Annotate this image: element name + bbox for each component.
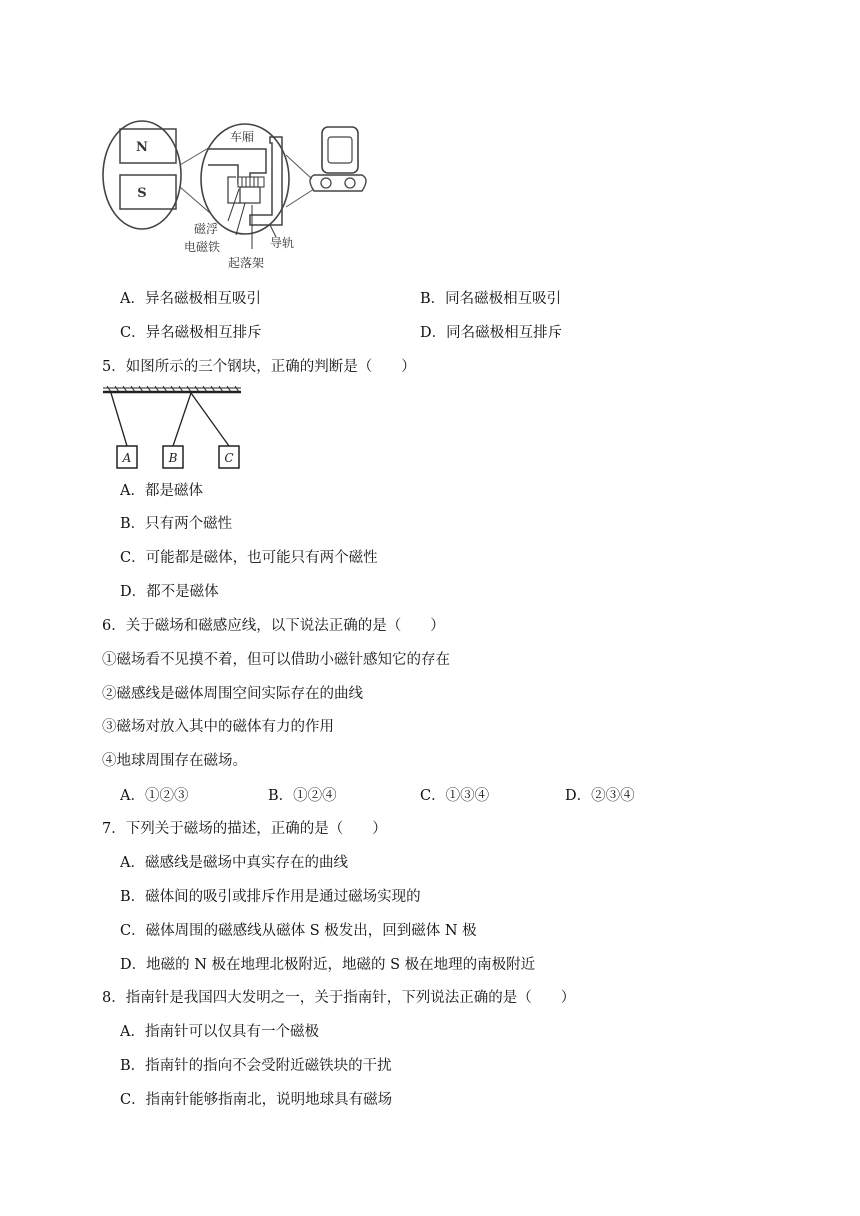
q6-option-d: D．②③④ [565,788,635,804]
q6-option-b: B．①②④ [268,788,337,804]
q6-stem: 6．关于磁场和磁感应线，以下说法正确的是（ ） [102,618,445,634]
q5-option-c: C．可能都是磁体，也可能只有两个磁性 [120,550,378,566]
q5-stem: 5．如图所示的三个钢块，正确的判断是（ ） [102,359,416,375]
q7-option-b: B．磁体间的吸引或排斥作用是通过磁场实现的 [120,889,421,905]
pole-n-label: N [136,140,148,155]
q6-statement-2: ②磁感线是磁体周围空间实际存在的曲线 [102,686,363,702]
q8-option-b: B．指南针的指向不会受附近磁铁块的干扰 [120,1058,392,1074]
q6-statement-3: ③磁场对放入其中的磁体有力的作用 [102,719,334,735]
q6-statement-1: ①磁场看不见摸不着，但可以借助小磁针感知它的存在 [102,652,450,668]
pole-s-label: S [137,186,147,201]
q5-option-d: D．都不是磁体 [120,584,219,600]
q8-stem: 8．指南针是我国四大发明之一，关于指南针，下列说法正确的是（ ） [102,990,576,1006]
block-b-label: B [168,451,178,465]
q8-option-c: C．指南针能够指南北，说明地球具有磁场 [120,1092,393,1108]
electromagnet-label: 电磁铁 [184,240,221,254]
maglev-figure [100,117,380,275]
q6-option-a: A．①②③ [120,788,189,804]
q5-option-b: B．只有两个磁性 [120,516,233,532]
q6-statement-4: ④地球周围存在磁场。 [102,753,247,769]
q6-option-c: C．①③④ [420,788,490,804]
q7-stem: 7．下列关于磁场的描述，正确的是（ ） [102,821,387,837]
block-a-label: A [122,451,132,465]
q5-option-a: A．都是磁体 [120,483,203,499]
carriage-label: 车厢 [230,130,255,144]
q7-option-c: C．磁体周围的磁感线从磁体 S 极发出，回到磁体 N 极 [120,923,477,939]
lifting-frame-label: 起落架 [228,256,265,270]
maglev-label: 磁浮 [194,222,219,236]
q4-option-b: B．同名磁极相互吸引 [420,291,562,307]
q4-option-a: A．异名磁极相互吸引 [120,291,261,307]
q4-option-c: C．异名磁极相互排斥 [120,325,262,341]
block-c-label: C [224,451,234,465]
steel-blocks-figure [103,386,243,472]
q7-option-d: D．地磁的 N 极在地理北极附近，地磁的 S 极在地理的南极附近 [120,957,536,973]
q7-option-a: A．磁感线是磁场中真实存在的曲线 [120,855,348,871]
rail-label: 导轨 [270,236,295,250]
q4-option-d: D．同名磁极相互排斥 [420,325,563,341]
q8-option-a: A．指南针可以仅具有一个磁极 [120,1024,319,1040]
